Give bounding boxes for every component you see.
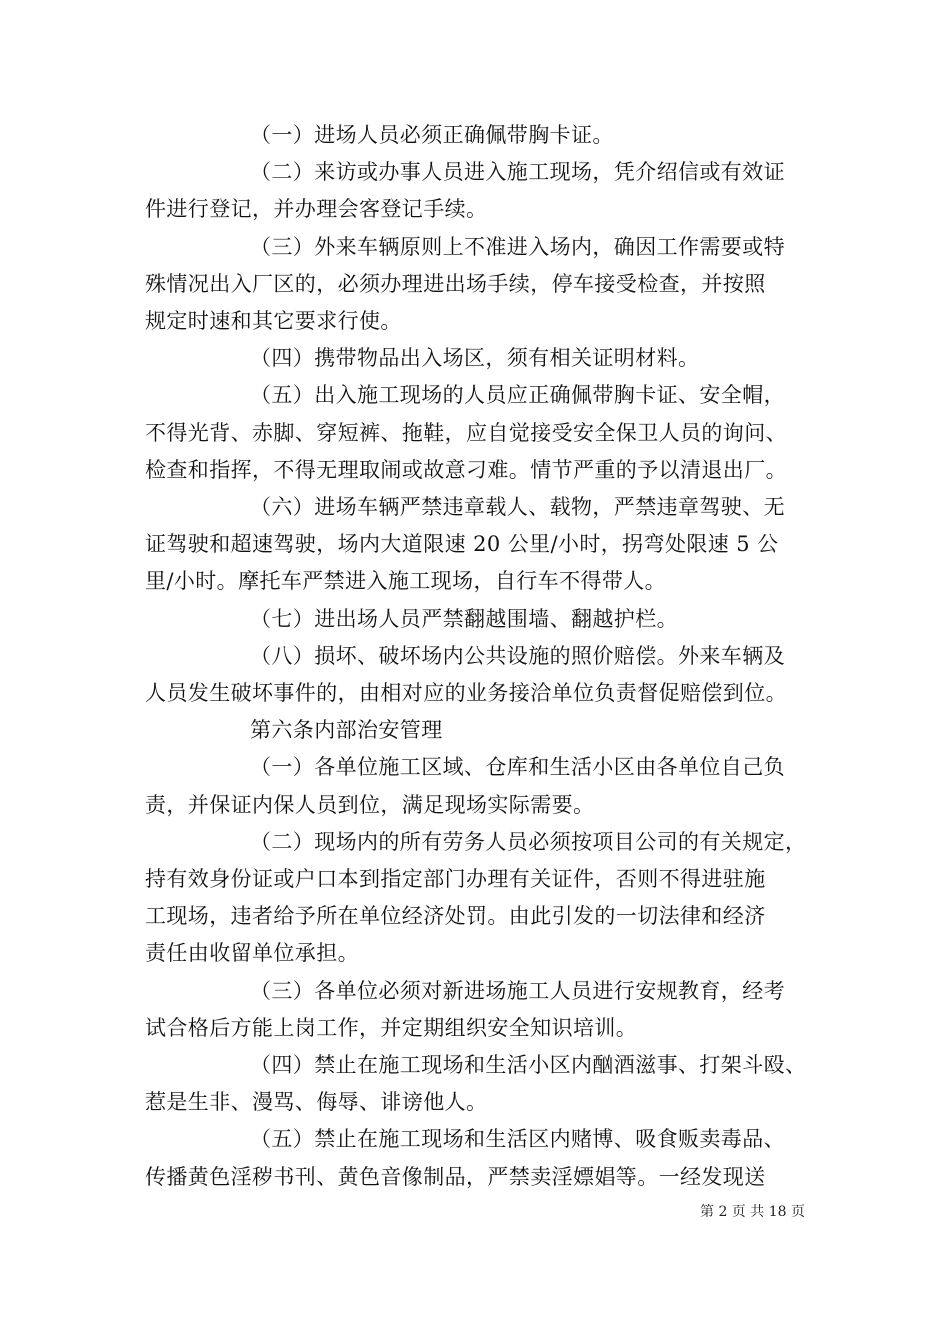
text-line: 传播黄色淫秽书刊、黄色音像制品，严禁卖淫嫖娼等。一经发现送 [145, 1164, 766, 1189]
paragraph [145, 824, 810, 973]
text-line: 不得光背、赤脚、穿短裤、拖鞋，应自觉接受安全保卫人员的询问、 [145, 420, 787, 445]
text-line: （二）来访或办事人员进入施工现场，凭介绍信或有效证 [250, 160, 785, 185]
text-line: 规定时速和其它要求行使。 [145, 309, 402, 334]
text-line: 检查和指挥，不得无理取闹或故意刁难。情节严重的予以清退出厂。 [145, 457, 787, 482]
text-line: （四）携带物品出入场区，须有相关证明材料。 [250, 346, 700, 371]
document-body [145, 117, 810, 1196]
paragraph [145, 749, 810, 823]
paragraph [145, 973, 810, 1047]
text-line: （六）进场车辆严禁违章载人、载物，严禁违章驾驶、无 [250, 495, 785, 520]
paragraph [145, 1047, 810, 1121]
paragraph [145, 377, 810, 489]
text-line: 责任由收留单位承担。 [145, 941, 359, 966]
text-line: 第六条内部治安管理 [250, 718, 443, 743]
paragraph [145, 601, 810, 638]
text-line: （八）损坏、破坏场内公共设施的照价赔偿。外来车辆及 [250, 643, 785, 668]
paragraph [145, 117, 810, 154]
paragraph [145, 1121, 810, 1195]
text-line: 惹是生非、漫骂、侮辱、诽谤他人。 [145, 1090, 488, 1115]
text-line: （五）禁止在施工现场和生活区内赌博、吸食贩卖毒品、 [250, 1127, 785, 1152]
text-line: 里/小时。摩托车严禁进入施工现场，自行车不得带人。 [145, 569, 667, 594]
text-line: 工现场，违者给予所在单位经济处罚。由此引发的一切法律和经济 [145, 904, 766, 929]
text-line: 责，并保证内保人员到位，满足现场实际需要。 [145, 792, 595, 817]
text-line: （二）现场内的所有劳务人员必须按项目公司的有关规定， [250, 829, 807, 854]
paragraph [145, 489, 810, 601]
paragraph [145, 229, 810, 341]
text-line: （三）外来车辆原则上不准进入场内，确因工作需要或特 [250, 234, 785, 259]
text-line: 人员发生破坏事件的，由相对应的业务接洽单位负责督促赔偿到位。 [145, 681, 787, 706]
text-line: 件进行登记，并办理会客登记手续。 [145, 197, 488, 222]
text-line: （七）进出场人员严禁翻越围墙、翻越护栏。 [250, 606, 678, 631]
text-line: 殊情况出入厂区的，必须办理进出场手续，停车接受检查，并按照 [145, 271, 766, 296]
text-line: 证驾驶和超速驾驶，场内大道限速 20 公里/小时，拐弯处限速 5 公 [145, 532, 779, 557]
text-line: 持有效身份证或户口本到指定部门办理有关证件，否则不得进驻施 [145, 867, 766, 892]
section-heading [145, 712, 810, 749]
paragraph [145, 340, 810, 377]
paragraph [145, 638, 810, 712]
page-number: 第 2 页 共 18 页 [700, 1204, 805, 1220]
text-line: （四）禁止在施工现场和生活小区内酗酒滋事、打架斗殴、 [250, 1053, 807, 1078]
text-line: （一）进场人员必须正确佩带胸卡证。 [250, 123, 614, 147]
paragraph [145, 154, 810, 228]
text-line: （一）各单位施工区域、仓库和生活小区由各单位自己负 [250, 755, 785, 780]
text-line: 试合格后方能上岗工作，并定期组织安全知识培训。 [145, 1015, 638, 1040]
text-line: （五）出入施工现场的人员应正确佩带胸卡证、安全帽， [250, 383, 785, 408]
text-line: （三）各单位必须对新进场施工人员进行安规教育，经考 [250, 978, 785, 1003]
